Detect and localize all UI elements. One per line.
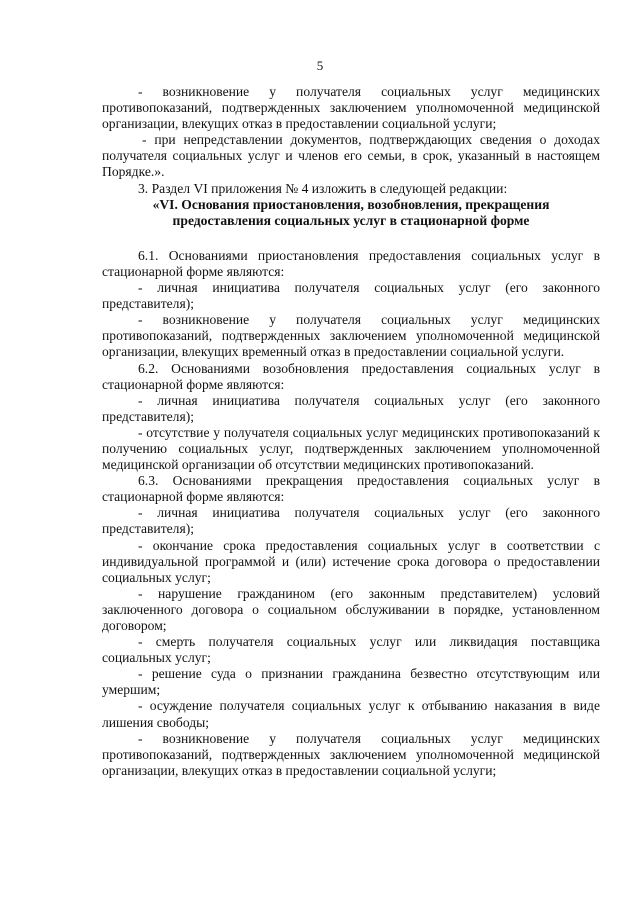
list-item: - при непредставлении документов, подтверждающих сведения о доходах получателя социальных услуг и членов его семьи, в срок, указанный в настоящем Порядке.». — [102, 132, 600, 180]
document-body — [102, 84, 600, 779]
list-item: - осуждение получателя социальных услуг к отбыванию наказания в виде лишения свободы; — [102, 698, 600, 730]
paragraph: 6.2. Основаниями возобновления предоставления социальных услуг в стационарной форме являются: — [102, 360, 600, 392]
spacer — [102, 229, 600, 248]
list-item: - возникновение у получателя социальных услуг медицинских противопоказаний, подтвержденных заключением уполномоченной медицинской организации, влекущих временный отказ в предоставлении социальной услуги. — [102, 312, 600, 360]
list-item: - возникновение у получателя социальных услуг медицинских противопоказаний, подтвержденных заключением уполномоченной медицинской организации, влекущих отказ в предоставлении социальной услуги; — [102, 84, 600, 132]
page-number: 5 — [316, 58, 324, 73]
list-item: - отсутствие у получателя социальных услуг медицинских противопоказаний к получению социальных услуг, подтвержденных заключением уполномоченной медицинской организации об отсутствии медицинских противопоказаний. — [102, 424, 600, 473]
paragraph: 6.1. Основаниями приостановления предоставления социальных услуг в стационарной форме являются: — [102, 247, 600, 279]
list-item: - решение суда о признании гражданина безвестно отсутствующим или умершим; — [102, 666, 600, 698]
list-item: - нарушение гражданином (его законным представителем) условий заключенного договора о социальном обслуживании в порядке, установленном договором; — [102, 585, 600, 633]
list-item: - возникновение у получателя социальных услуг медицинских противопоказаний, подтвержденных заключением уполномоченной медицинской организации, влекущих отказ в предоставлении социальной услуги; — [102, 730, 600, 778]
list-item: - личная инициатива получателя социальных услуг (его законного представителя); — [102, 505, 600, 537]
paragraph: 3. Раздел VI приложения № 4 изложить в следующей редакции: — [138, 180, 508, 196]
list-item: - личная инициатива получателя социальных услуг (его законного представителя); — [102, 392, 600, 424]
paragraph: 6.3. Основаниями прекращения предоставления социальных услуг в стационарной форме являются: — [102, 473, 600, 505]
list-item: - окончание срока предоставления социальных услуг в соответствии с индивидуальной программой и (или) истечение срока договора о предоставлении социальных услуг; — [102, 537, 600, 585]
list-item: - смерть получателя социальных услуг или ликвидация поставщика социальных услуг; — [102, 634, 600, 666]
section-heading: «VI. Основания приостановления, возобновления, прекращения предоставления социальных услуг в стационарной форме — [152, 196, 550, 228]
list-item: - личная инициатива получателя социальных услуг (его законного представителя); — [102, 280, 600, 312]
